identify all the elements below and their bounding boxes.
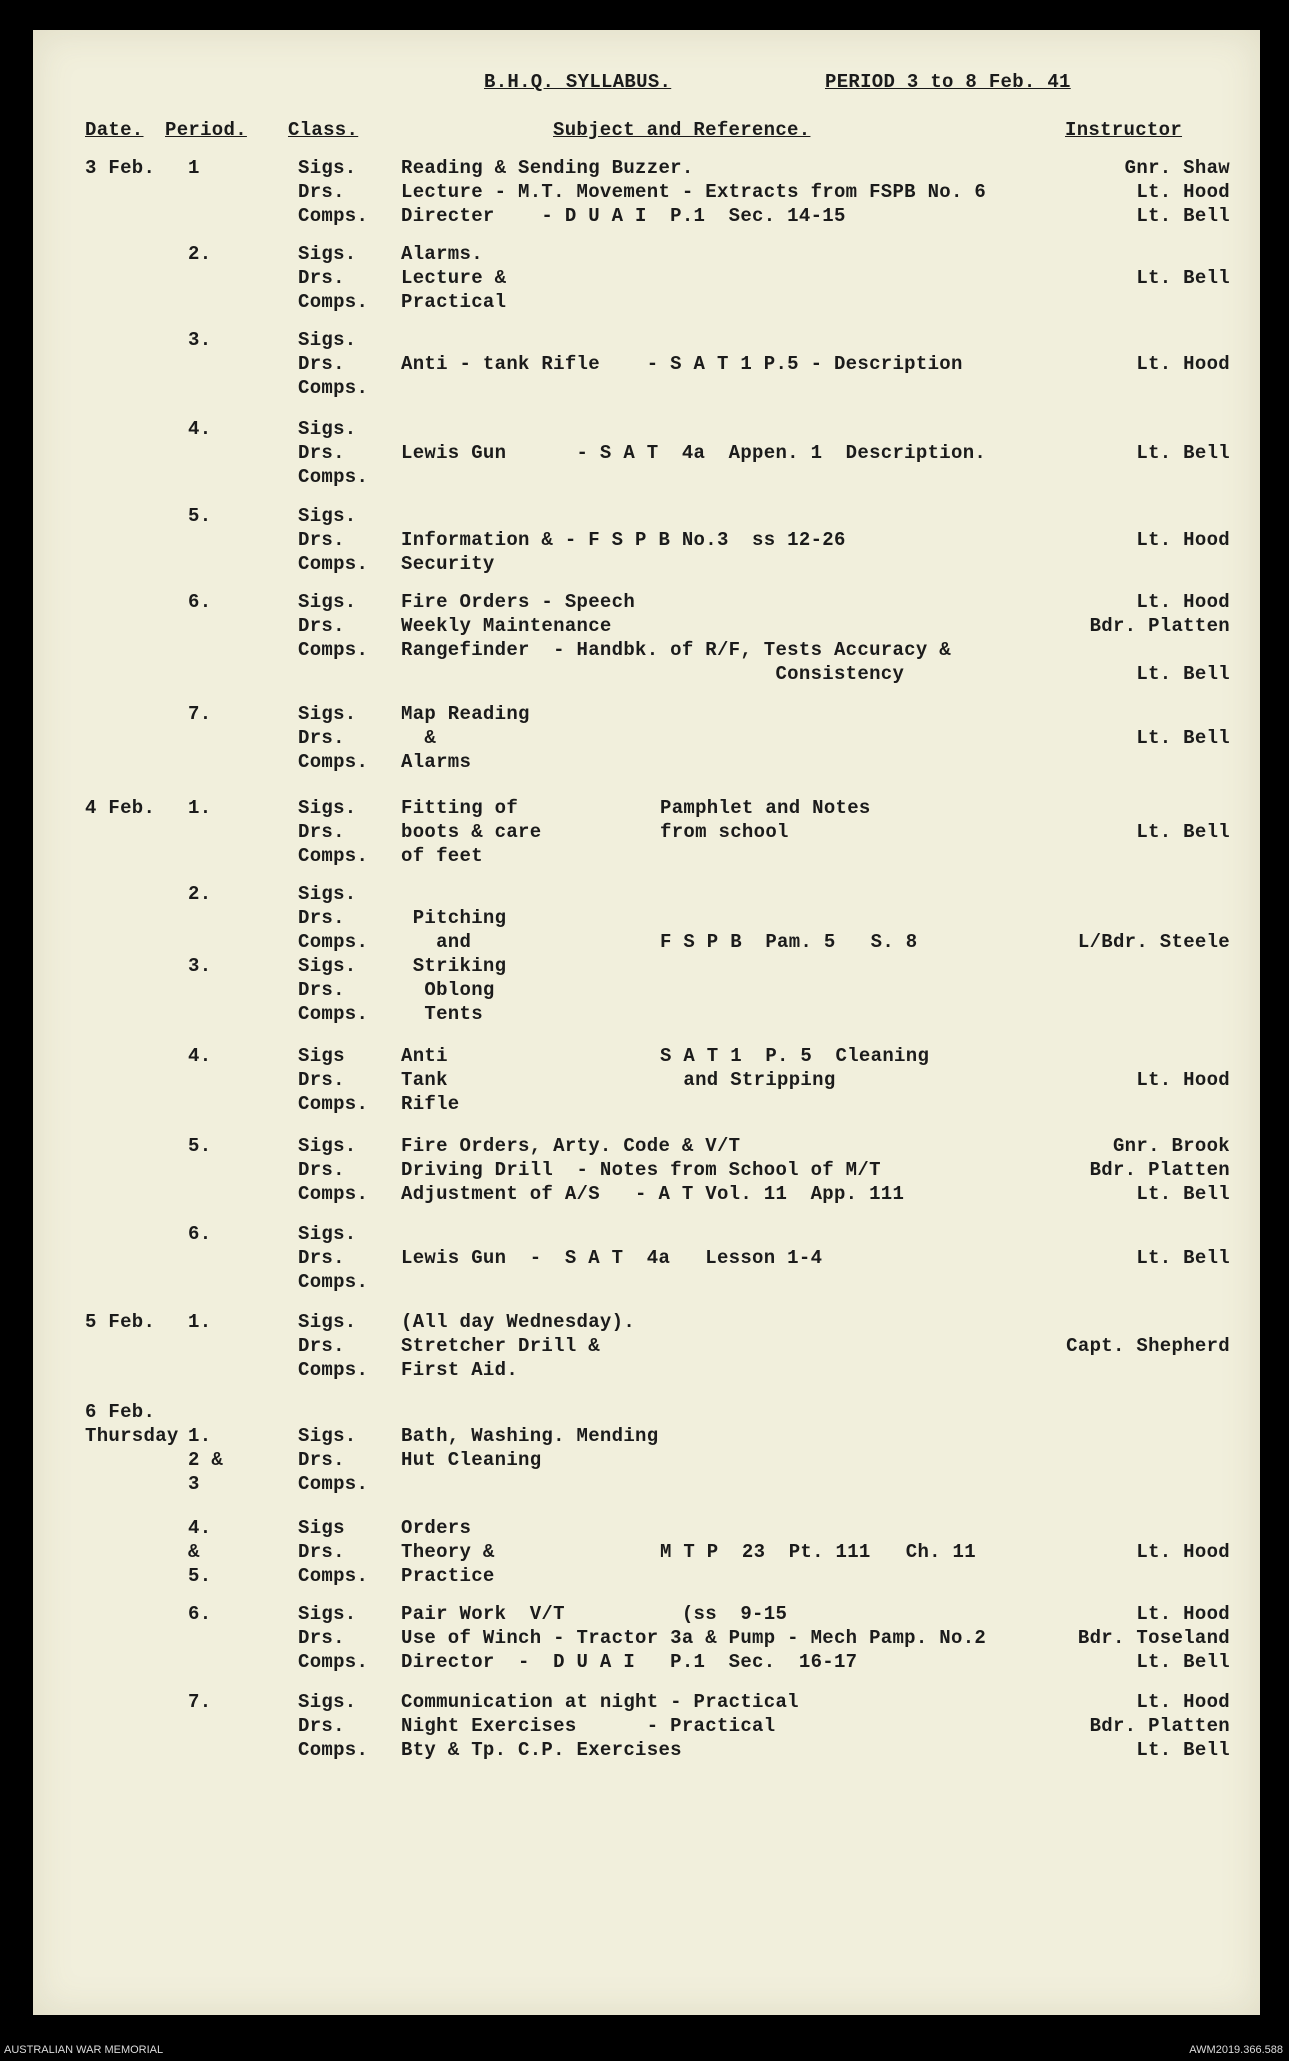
row-instructor: Lt. Hood: [1136, 181, 1230, 203]
column-header-date: Date.: [85, 119, 144, 141]
row-class: Sigs: [298, 1045, 345, 1067]
row-subject: Map Reading: [401, 703, 530, 725]
row-subject: Orders: [401, 1517, 472, 1539]
row-class: Drs.: [298, 907, 345, 929]
row-class: Drs.: [298, 529, 345, 551]
row-period: 3: [188, 1473, 200, 1495]
row-class: Drs.: [298, 727, 345, 749]
column-header-class: Class.: [288, 119, 359, 141]
row-period: 1.: [188, 1311, 212, 1333]
row-instructor: Lt. Hood: [1136, 1069, 1230, 1091]
row-instructor: Lt. Hood: [1136, 1691, 1230, 1713]
row-subject: Consistency: [401, 663, 905, 685]
row-subject: Fitting of: [401, 797, 519, 819]
document-page: [33, 30, 1260, 2015]
row-class: Comps.: [298, 1003, 369, 1025]
row-period: 5.: [188, 1565, 212, 1587]
row-subject: Lewis Gun - S A T 4a Appen. 1 Description.: [401, 442, 987, 464]
row-reference: and Stripping: [660, 1069, 836, 1091]
row-subject: Reading & Sending Buzzer.: [401, 157, 694, 179]
row-class: Sigs.: [298, 243, 357, 265]
row-instructor: Lt. Hood: [1136, 1541, 1230, 1563]
row-period: 5.: [188, 505, 212, 527]
row-subject: Rangefinder - Handbk. of R/F, Tests Accuracy &: [401, 639, 951, 661]
row-subject: Practice: [401, 1565, 495, 1587]
row-instructor: Lt. Hood: [1136, 1603, 1230, 1625]
column-header-instructor: Instructor: [1065, 119, 1183, 141]
row-class: Comps.: [298, 1183, 369, 1205]
row-class: Sigs.: [298, 1425, 357, 1447]
row-class: Drs.: [298, 181, 345, 203]
row-period: 2 &: [188, 1449, 224, 1471]
row-class: Comps.: [298, 1651, 369, 1673]
row-class: Comps.: [298, 205, 369, 227]
row-class: Drs.: [298, 353, 345, 375]
row-instructor: Bdr. Toseland: [1077, 1627, 1230, 1649]
row-class: Comps.: [298, 931, 369, 953]
row-class: Comps.: [298, 1473, 369, 1495]
row-instructor: Bdr. Platten: [1089, 1159, 1230, 1181]
row-class: Drs.: [298, 1247, 345, 1269]
row-subject: Adjustment of A/S - A T Vol. 11 App. 111: [401, 1183, 905, 1205]
row-class: Comps.: [298, 1359, 369, 1381]
row-period: 1.: [188, 1425, 212, 1447]
row-instructor: Lt. Hood: [1136, 591, 1230, 613]
row-class: Sigs.: [298, 797, 357, 819]
row-class: Sigs.: [298, 955, 357, 977]
row-class: Sigs.: [298, 703, 357, 725]
row-subject: Lecture &: [401, 267, 507, 289]
row-class: Sigs.: [298, 505, 357, 527]
row-class: Comps.: [298, 553, 369, 575]
row-instructor: Gnr. Brook: [1112, 1135, 1230, 1157]
row-instructor: Lt. Bell: [1136, 663, 1230, 685]
row-class: Comps.: [298, 1565, 369, 1587]
row-period: 4.: [188, 418, 212, 440]
row-class: Drs.: [298, 267, 345, 289]
row-subject: Theory &: [401, 1541, 495, 1563]
row-subject: Anti - tank Rifle - S A T 1 P.5 - Description: [401, 353, 963, 375]
row-period: 3.: [188, 955, 212, 977]
row-subject: Director - D U A I P.1 Sec. 16-17: [401, 1651, 858, 1673]
row-class: Drs.: [298, 1449, 345, 1471]
row-class: Drs.: [298, 615, 345, 637]
row-reference: M T P 23 Pt. 111 Ch. 11: [660, 1541, 976, 1563]
row-subject: Weekly Maintenance: [401, 615, 612, 637]
row-class: Sigs.: [298, 329, 357, 351]
row-subject: Pitching: [401, 907, 507, 929]
row-subject: Tank: [401, 1069, 448, 1091]
row-reference: Pamphlet and Notes: [660, 797, 871, 819]
row-subject: Bty & Tp. C.P. Exercises: [401, 1739, 682, 1761]
footer-archive-name: AUSTRALIAN WAR MEMORIAL: [4, 2044, 164, 2056]
row-subject: Fire Orders, Arty. Code & V/T: [401, 1135, 741, 1157]
document-period: PERIOD 3 to 8 Feb. 41: [825, 71, 1071, 93]
row-instructor: Lt. Bell: [1136, 821, 1230, 843]
row-class: Sigs.: [298, 1691, 357, 1713]
row-subject: Information & - F S P B No.3 ss 12-26: [401, 529, 846, 551]
row-instructor: Lt. Bell: [1136, 205, 1230, 227]
row-class: Drs.: [298, 979, 345, 1001]
row-class: Comps.: [298, 291, 369, 313]
row-subject: boots & care: [401, 821, 542, 843]
row-class: Comps.: [298, 639, 369, 661]
row-subject: Use of Winch - Tractor 3a & Pump - Mech Pamp. No.2: [401, 1627, 987, 1649]
row-instructor: Bdr. Platten: [1089, 615, 1230, 637]
row-class: Comps.: [298, 751, 369, 773]
row-period: 1.: [188, 797, 212, 819]
row-instructor: Lt. Hood: [1136, 529, 1230, 551]
row-class: Drs.: [298, 1627, 345, 1649]
row-instructor: Lt. Bell: [1136, 267, 1230, 289]
column-header-period: Period.: [165, 119, 247, 141]
row-subject: Fire Orders - Speech: [401, 591, 636, 613]
row-class: Sigs.: [298, 883, 357, 905]
row-instructor: Lt. Bell: [1136, 1739, 1230, 1761]
row-subject: Night Exercises - Practical: [401, 1715, 776, 1737]
row-class: Sigs.: [298, 591, 357, 613]
row-subject: Tents: [401, 1003, 483, 1025]
row-instructor: Lt. Hood: [1136, 353, 1230, 375]
row-instructor: Capt. Shepherd: [1066, 1335, 1230, 1357]
row-subject: Stretcher Drill &: [401, 1335, 600, 1357]
row-period: 4.: [188, 1045, 212, 1067]
row-date: 6 Feb.: [85, 1401, 156, 1423]
row-date: Thursday: [85, 1425, 179, 1447]
row-subject: Directer - D U A I P.1 Sec. 14-15: [401, 205, 846, 227]
row-class: Comps.: [298, 377, 369, 399]
row-class: Sigs.: [298, 1223, 357, 1245]
row-period: 3.: [188, 329, 212, 351]
row-subject: Hut Cleaning: [401, 1449, 542, 1471]
row-date: 5 Feb.: [85, 1311, 156, 1333]
row-instructor: Lt. Bell: [1136, 727, 1230, 749]
row-subject: Pair Work V/T (ss 9-15: [401, 1603, 788, 1625]
row-reference: S A T 1 P. 5 Cleaning: [660, 1045, 930, 1067]
row-class: Comps.: [298, 845, 369, 867]
document-title: B.H.Q. SYLLABUS.: [484, 71, 672, 93]
row-subject: Lewis Gun - S A T 4a Lesson 1-4: [401, 1247, 823, 1269]
row-subject: Alarms: [401, 751, 472, 773]
row-instructor: Bdr. Platten: [1089, 1715, 1230, 1737]
row-subject: and: [401, 931, 472, 953]
row-instructor: Lt. Bell: [1136, 1247, 1230, 1269]
row-subject: Rifle: [401, 1093, 460, 1115]
row-class: Comps.: [298, 1271, 369, 1293]
row-class: Sigs.: [298, 1603, 357, 1625]
row-period: 4.: [188, 1517, 212, 1539]
row-subject: Bath, Washing. Mending: [401, 1425, 659, 1447]
row-class: Drs.: [298, 1069, 345, 1091]
row-class: Comps.: [298, 1093, 369, 1115]
row-subject: Alarms.: [401, 243, 483, 265]
row-class: Drs.: [298, 1715, 345, 1737]
row-instructor: L/Bdr. Steele: [1077, 931, 1230, 953]
row-period: 5.: [188, 1135, 212, 1157]
row-class: Sigs: [298, 1517, 345, 1539]
row-date: 4 Feb.: [85, 797, 156, 819]
row-period: 7.: [188, 1691, 212, 1713]
row-class: Sigs.: [298, 157, 357, 179]
row-subject: First Aid.: [401, 1359, 519, 1381]
row-subject: of feet: [401, 845, 483, 867]
row-period: 6.: [188, 591, 212, 613]
row-subject: Oblong: [401, 979, 495, 1001]
row-class: Drs.: [298, 1335, 345, 1357]
row-subject: Striking: [401, 955, 507, 977]
column-header-subject: Subject and Reference.: [553, 119, 811, 141]
row-subject: (All day Wednesday).: [401, 1311, 636, 1333]
row-date: 3 Feb.: [85, 157, 156, 179]
row-subject: Driving Drill - Notes from School of M/T: [401, 1159, 881, 1181]
row-period: &: [188, 1541, 200, 1563]
row-class: Sigs.: [298, 1135, 357, 1157]
row-class: Drs.: [298, 442, 345, 464]
row-subject: &: [401, 727, 437, 749]
row-reference: from school: [660, 821, 789, 843]
row-period: 2.: [188, 243, 212, 265]
row-subject: Anti: [401, 1045, 448, 1067]
row-subject: Communication at night - Practical: [401, 1691, 799, 1713]
row-class: Drs.: [298, 1159, 345, 1181]
row-period: 6.: [188, 1603, 212, 1625]
row-instructor: Lt. Bell: [1136, 1183, 1230, 1205]
row-class: Sigs.: [298, 1311, 357, 1333]
row-subject: Security: [401, 553, 495, 575]
row-class: Sigs.: [298, 418, 357, 440]
row-class: Drs.: [298, 821, 345, 843]
row-period: 1: [188, 157, 200, 179]
row-instructor: Lt. Bell: [1136, 1651, 1230, 1673]
row-period: 7.: [188, 703, 212, 725]
row-period: 2.: [188, 883, 212, 905]
row-period: 6.: [188, 1223, 212, 1245]
row-class: Comps.: [298, 1739, 369, 1761]
row-class: Drs.: [298, 1541, 345, 1563]
row-instructor: Gnr. Shaw: [1124, 157, 1230, 179]
row-reference: F S P B Pam. 5 S. 8: [660, 931, 918, 953]
row-subject: Practical: [401, 291, 507, 313]
footer-accession-number: AWM2019.366.588: [1189, 2044, 1283, 2056]
row-subject: Lecture - M.T. Movement - Extracts from FSPB No. 6: [401, 181, 987, 203]
row-instructor: Lt. Bell: [1136, 442, 1230, 464]
row-class: Comps.: [298, 466, 369, 488]
